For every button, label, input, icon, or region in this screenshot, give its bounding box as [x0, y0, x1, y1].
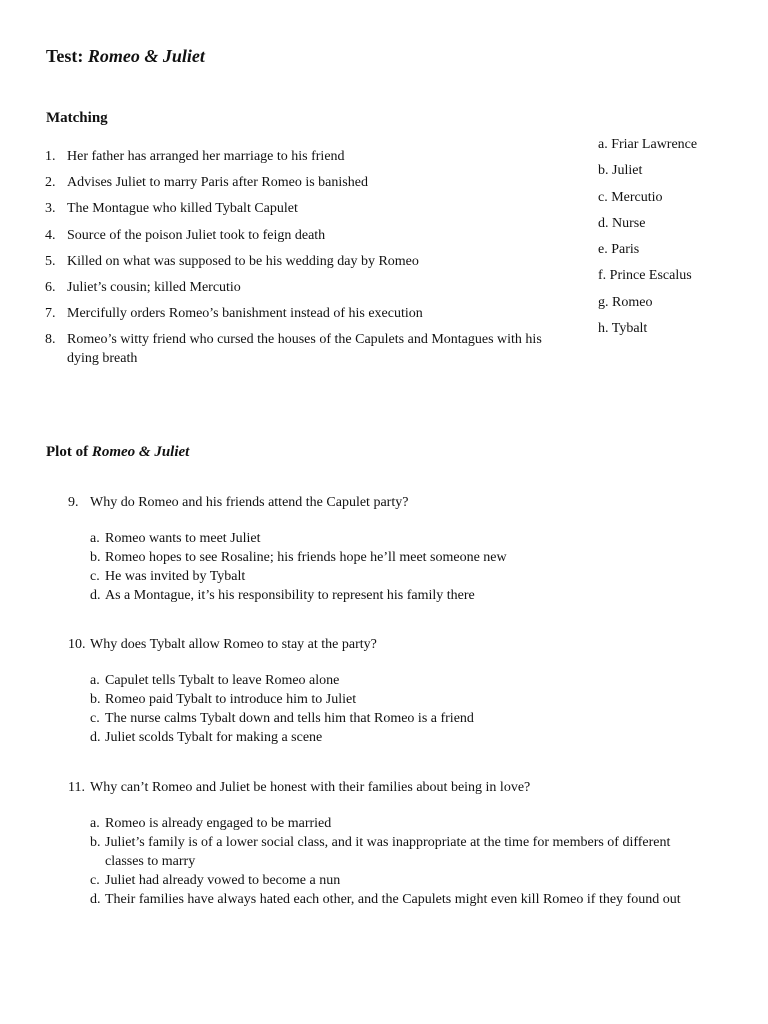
answer-choice[interactable] [90, 814, 718, 833]
choice-text: Capulet tells Tybalt to leave Romeo alone [105, 673, 340, 688]
matching-item-number: 1. [45, 149, 56, 164]
matching-item-number: 2. [45, 175, 56, 191]
choice-text: Juliet scolds Tybalt for making a scene [105, 730, 323, 745]
choice-text: He was invited by Tybalt [105, 569, 246, 584]
matching-item-number: 5. [45, 253, 56, 269]
answer-choice[interactable] [90, 871, 718, 890]
choice-letter: b. [90, 835, 101, 850]
choice-letter: b. [90, 550, 101, 565]
choice-text: The nurse calms Tybalt down and tells him that Romeo is a friend [105, 711, 474, 726]
answer-choice[interactable] [90, 728, 718, 747]
answer-option: h. Tybalt [598, 321, 648, 337]
answer-option: b. Juliet [598, 163, 643, 179]
question-text: Why do Romeo and his friends attend the Capulet party? [90, 495, 409, 510]
choice-text: Romeo paid Tybalt to introduce him to Juliet [105, 692, 357, 707]
matching-item-text: Romeo’s witty friend who cursed the houses of the Capulets and Montagues with his dying breath [67, 332, 542, 367]
choice-text: Romeo wants to meet Juliet [105, 531, 261, 546]
choice-text: As a Montague, it’s his responsibility to represent his family there [105, 588, 475, 603]
matching-item-text: Source of the poison Juliet took to feign death [67, 227, 326, 243]
plot-heading [46, 444, 189, 461]
answer-choices [90, 814, 718, 909]
answer-choice[interactable] [90, 671, 718, 690]
matching-item-number: 7. [45, 306, 56, 322]
matching-item-text: Advises Juliet to marry Paris after Romeo is banished [67, 175, 368, 191]
matching-item [45, 226, 565, 245]
matching-item-text: Killed on what was supposed to be his wedding day by Romeo [67, 253, 419, 269]
answer-choices [90, 671, 718, 747]
choice-text: Juliet’s family is of a lower social class, and it was inappropriate at the time for members of different classes to marry [105, 835, 671, 869]
choice-letter: a. [90, 816, 100, 831]
matching-item-text: Juliet’s cousin; killed Mercutio [67, 279, 241, 295]
matching-item-number: 3. [45, 201, 56, 217]
answer-choice[interactable] [90, 567, 718, 586]
matching-item-text: Her father has arranged her marriage to his friend [67, 149, 345, 164]
answer-choice[interactable] [90, 548, 718, 567]
answer-choice[interactable] [90, 890, 718, 909]
question-10 [68, 635, 718, 747]
choice-letter: d. [90, 730, 101, 745]
choice-text: Their families have always hated each other, and the Capulets might even kill Romeo if they found out [105, 892, 681, 907]
question-text: Why does Tybalt allow Romeo to stay at the party? [90, 637, 377, 652]
question-11 [68, 778, 718, 909]
matching-item [45, 304, 565, 323]
answer-choice[interactable] [90, 709, 718, 728]
matching-item-text: Mercifully orders Romeo’s banishment instead of his execution [67, 306, 423, 322]
answer-option: e. Paris [598, 242, 640, 258]
question-number: 10. [68, 637, 86, 652]
matching-item [45, 173, 565, 192]
answer-option: c. Mercutio [598, 189, 663, 205]
answer-choice[interactable] [90, 529, 718, 548]
matching-item [45, 330, 565, 368]
matching-item-number: 8. [45, 332, 56, 348]
answer-option: g. Romeo [598, 294, 653, 310]
answer-option: d. Nurse [598, 215, 646, 231]
choice-text: Juliet had already vowed to become a nun [105, 873, 341, 888]
choice-letter: b. [90, 692, 101, 707]
matching-item [45, 147, 565, 166]
title-work: Romeo & Juliet [87, 46, 205, 66]
answer-bank [598, 136, 697, 346]
choice-letter: a. [90, 531, 100, 546]
choice-letter: c. [90, 873, 100, 888]
answer-choice[interactable] [90, 690, 718, 709]
matching-item-text: The Montague who killed Tybalt Capulet [67, 201, 298, 217]
title-prefix: Test: [46, 46, 84, 66]
choice-letter: a. [90, 673, 100, 688]
page-title [46, 46, 205, 67]
question-number: 9. [68, 495, 79, 510]
choice-letter: d. [90, 588, 101, 603]
choice-text: Romeo is already engaged to be married [105, 816, 332, 831]
question-text: Why can’t Romeo and Juliet be honest with their families about being in love? [90, 780, 531, 795]
choice-letter: d. [90, 892, 101, 907]
matching-list [45, 147, 565, 376]
question-9 [68, 493, 718, 605]
question-number: 11. [68, 780, 85, 795]
matching-item [45, 199, 565, 218]
choice-text: Romeo hopes to see Rosaline; his friends hope he’ll meet someone new [105, 550, 507, 565]
matching-item-number: 6. [45, 279, 56, 295]
answer-option: f. Prince Escalus [598, 268, 692, 284]
answer-choice[interactable] [90, 833, 718, 871]
plot-heading-work: Romeo & Juliet [91, 444, 190, 460]
matching-item [45, 278, 565, 297]
answer-choices [90, 529, 718, 605]
matching-item [45, 252, 565, 271]
answer-choice[interactable] [90, 586, 718, 605]
choice-letter: c. [90, 711, 100, 726]
matching-item-number: 4. [45, 227, 56, 243]
plot-heading-prefix: Plot of [46, 444, 89, 460]
choice-letter: c. [90, 569, 100, 584]
matching-heading: Matching [46, 110, 108, 126]
answer-option: a. Friar Lawrence [598, 137, 698, 152]
